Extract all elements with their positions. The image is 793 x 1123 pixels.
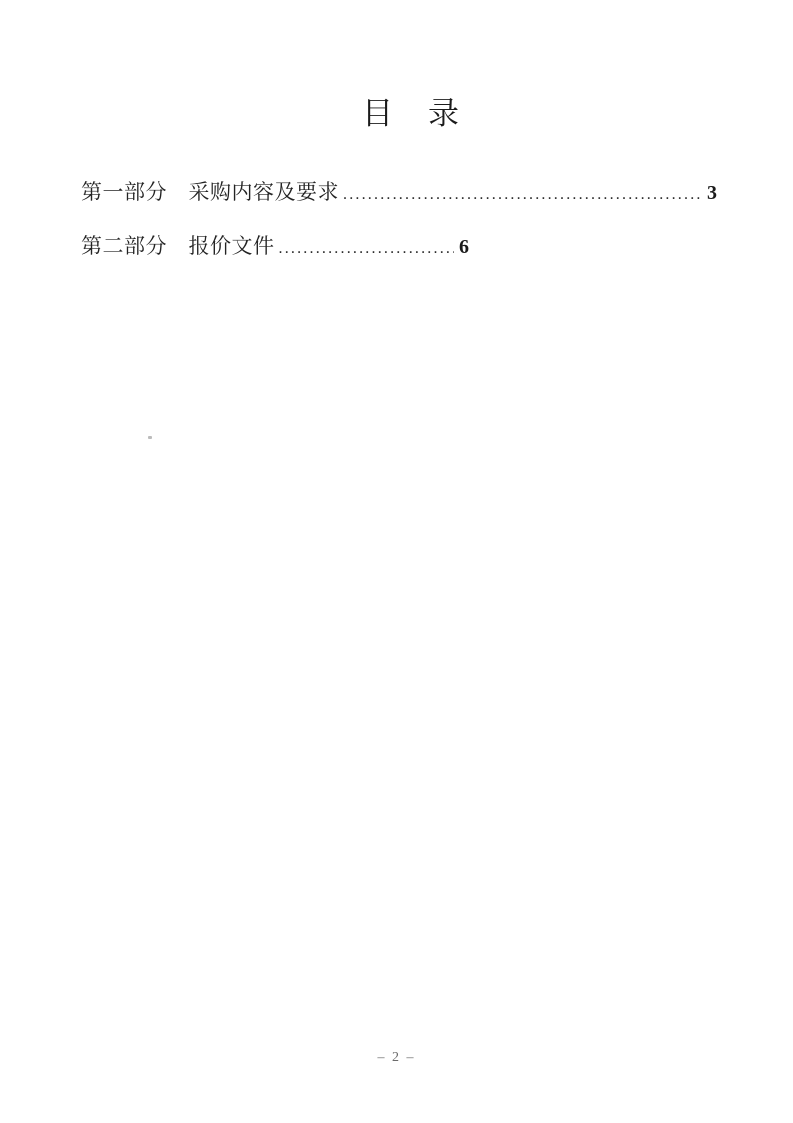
page-number: – 2 – bbox=[377, 1050, 416, 1065]
toc-entry-part1[interactable] bbox=[81, 176, 717, 206]
toc-entry-label: 第一部分 采购内容及要求 bbox=[81, 180, 339, 204]
dot-leader bbox=[343, 186, 702, 204]
toc-title: 目 录 bbox=[362, 96, 461, 131]
page-footer bbox=[0, 1048, 793, 1066]
dot-leader bbox=[279, 240, 455, 258]
toc-entry-label: 第二部分 报价文件 bbox=[81, 234, 275, 258]
toc-entry-part2[interactable] bbox=[81, 230, 469, 260]
toc-entry-page-number: 6 bbox=[459, 236, 469, 258]
toc-entry-page-number: 3 bbox=[707, 182, 717, 204]
scan-artifact-dot bbox=[148, 436, 152, 439]
